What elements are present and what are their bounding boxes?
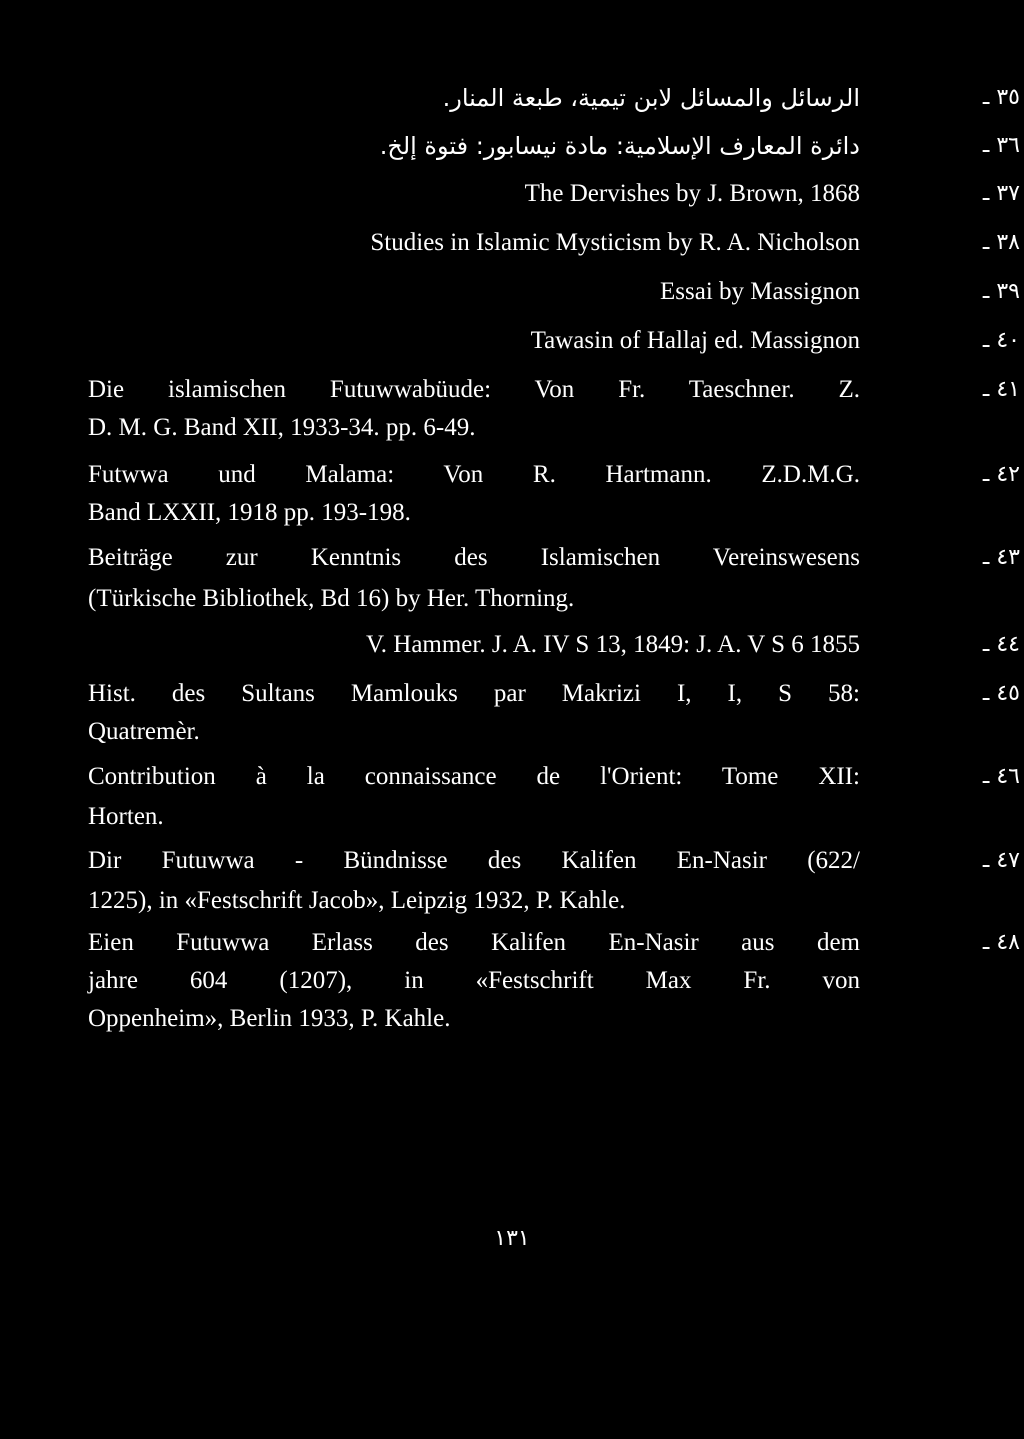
entry-number: ٤٤ ـ	[982, 632, 1020, 657]
entry-text: Contribution à la connaissance de l'Orient: Tome XII:	[88, 763, 860, 790]
entry-text: D. M. G. Band XII, 1933-34. pp. 6-49.	[88, 414, 476, 441]
entry-text: Futwwa und Malama: Von R. Hartmann. Z.D.M.G.	[88, 461, 860, 488]
entry-text: Die islamischen Futuwwabüude: Von Fr. Taeschner. Z.	[88, 376, 860, 403]
entry-text: 1225), in «Festschrift Jacob», Leipzig 1932, P. Kahle.	[88, 887, 626, 914]
entry-text: (Türkische Bibliothek, Bd 16) by Her. Thorning.	[88, 585, 575, 612]
page-number: ١٣١	[494, 1226, 530, 1251]
entry-number: ٤٧ ـ	[982, 848, 1020, 873]
entry-text: Essai by Massignon	[660, 278, 860, 305]
entry-text: Dir Futuwwa - Bündnisse des Kalifen En-Nasir (622/	[88, 847, 860, 874]
entry-text: Horten.	[88, 803, 164, 830]
entry-number: ٤٨ ـ	[982, 930, 1020, 955]
entry-text: Beiträge zur Kenntnis des Islamischen Vereinswesens	[88, 544, 860, 571]
entry-text: V. Hammer. J. A. IV S 13, 1849: J. A. V S 6 1855	[365, 631, 860, 658]
entry-number: ٣٦ ـ	[982, 133, 1020, 158]
entry-number: ٣٧ ـ	[982, 181, 1020, 206]
entry-text: Quatremèr.	[88, 718, 200, 745]
entry-number: ٤١ ـ	[982, 377, 1020, 402]
entry-number: ٤٥ ـ	[982, 681, 1020, 706]
entry-number: ٣٨ ـ	[982, 230, 1020, 255]
entry-text: الرسائل والمسائل لابن تيمية، طبعة المنار.	[442, 84, 860, 112]
entry-text: Band LXXII, 1918 pp. 193-198.	[88, 499, 411, 526]
entry-number: ٤٢ ـ	[982, 462, 1020, 487]
entry-text: دائرة المعارف الإسلامية: مادة نيسابور: فتوة إلخ.	[379, 132, 860, 160]
entry-text: Eien Futuwwa Erlass des Kalifen En-Nasir aus dem	[88, 929, 860, 956]
entry-number: ٣٩ ـ	[982, 279, 1020, 304]
entry-text: jahre 604 (1207), in «Festschrift Max Fr. von	[88, 967, 860, 994]
entry-number: ٤٦ ـ	[982, 764, 1020, 789]
entry-number: ٣٥ ـ	[982, 85, 1020, 110]
entry-number: ٤٣ ـ	[982, 545, 1020, 570]
entry-text: Studies in Islamic Mysticism by R. A. Nicholson	[370, 229, 860, 256]
entry-text: Hist. des Sultans Mamlouks par Makrizi I, I, S 58:	[88, 680, 860, 707]
entry-text: Tawasin of Hallaj ed. Massignon	[530, 327, 860, 354]
entry-number: ٤٠ ـ	[982, 328, 1020, 353]
entry-text: Oppenheim», Berlin 1933, P. Kahle.	[88, 1005, 451, 1032]
entry-text: The Dervishes by J. Brown, 1868	[524, 180, 860, 207]
